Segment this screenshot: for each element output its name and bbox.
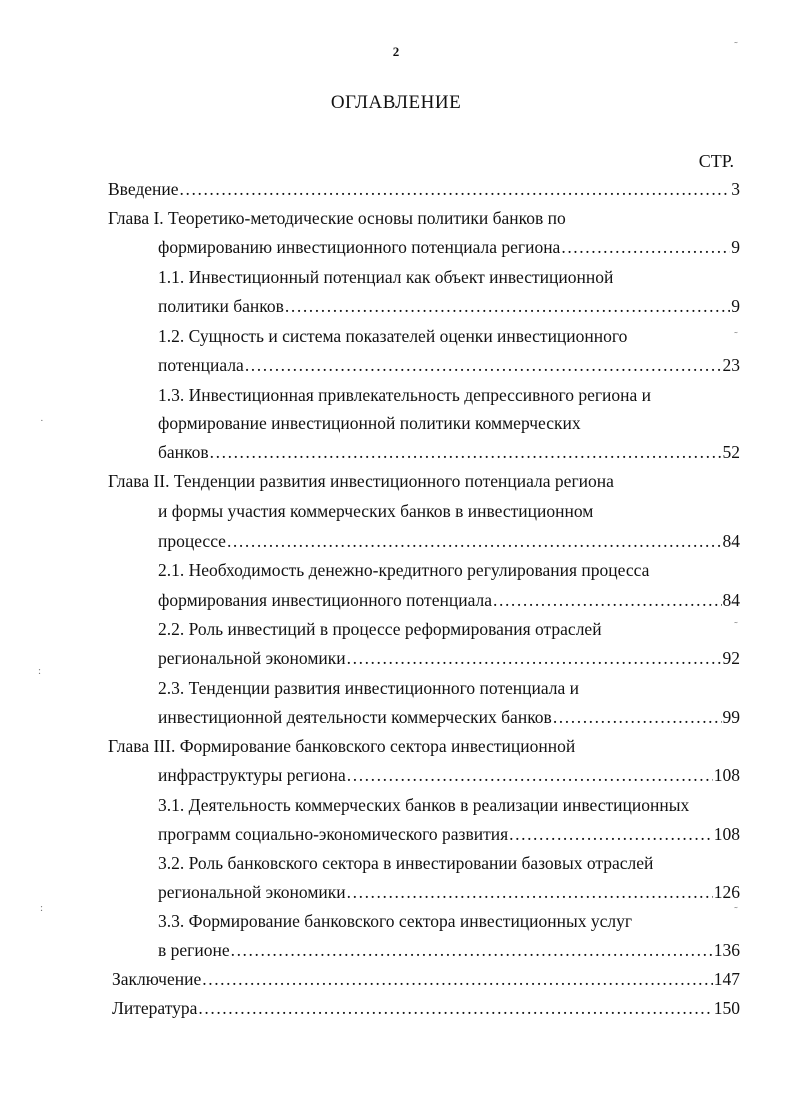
dot-leader [347,881,713,903]
toc-label: региональной экономики [158,882,346,902]
dot-leader [561,236,730,258]
scan-speck: : [38,665,42,677]
page-number: 2 [392,44,400,59]
toc-page: 126 [713,882,740,902]
toc-label: Заключение [112,969,202,989]
toc-section-2-1-title[interactable]: 2.1. Необходимость денежно-кредитного регулирования процесса [158,560,650,580]
toc-entry-intro[interactable] [108,178,740,200]
toc-page: 84 [722,531,740,551]
scan-speck: : [40,902,44,914]
toc-label: программ социально-экономического развития [158,824,509,844]
toc-entry-section-1-3[interactable] [158,441,740,463]
toc-label: инвестиционной деятельности коммерческих банков [158,707,552,727]
toc-page: 84 [722,590,740,610]
toc-entry-section-2-3[interactable] [158,706,740,728]
scan-speck: ˜ [734,620,738,632]
toc-entry-section-1-2[interactable] [158,354,740,376]
toc-chapter-2-title[interactable]: Глава II. Тенденции развития инвестиционного потенциала региона [108,471,614,491]
dot-leader [493,589,722,611]
toc-section-3-1-title[interactable]: 3.1. Деятельность коммерческих банков в реализации инвестиционных [158,795,690,815]
scan-speck: ˜ [734,40,738,52]
toc-entry-literature[interactable] [112,997,740,1019]
scan-speck: ˜ [734,905,738,917]
page-column-header: СТР. [698,151,734,171]
dot-leader [198,997,712,1019]
dot-leader [347,764,713,786]
toc-section-3-3-title[interactable]: 3.3. Формирование банковского сектора инвестиционных услуг [158,911,633,931]
toc-page: 23 [722,355,740,375]
toc-section-2-2-title[interactable]: 2.2. Роль инвестиций в процессе реформирования отраслей [158,619,602,639]
toc-page: 92 [722,648,740,668]
toc-page: 3 [731,179,740,199]
toc-page: 9 [731,237,740,257]
toc-label: в регионе [158,940,230,960]
dot-leader [285,295,730,317]
toc-page: 52 [722,442,740,462]
toc-label: формированию инвестиционного потенциала региона [158,237,561,257]
toc-label: потенциала [158,355,244,375]
toc-page: 136 [713,940,740,960]
dot-leader [231,939,713,961]
toc-page: 108 [713,824,740,844]
toc-section-2-3-title[interactable]: 2.3. Тенденции развития инвестиционного потенциала и [158,678,580,698]
toc-entry-chapter-2[interactable] [158,530,740,552]
toc-page: 147 [713,969,740,989]
toc-section-1-3-title[interactable]: 1.3. Инвестиционная привлекательность депрессивного региона и [158,385,652,405]
toc-entry-section-1-1[interactable] [158,295,740,317]
toc-page: 150 [713,998,740,1018]
toc-label: политики банков [158,296,284,316]
toc-label: банков [158,442,209,462]
toc-label: процессе [158,531,226,551]
toc-entry-section-3-2[interactable] [158,881,740,903]
page-title: ОГЛАВЛЕНИЕ [330,92,462,113]
dot-leader [202,968,713,990]
dot-leader [245,354,722,376]
toc-label: Литература [112,998,198,1018]
toc-entry-section-3-3[interactable] [158,939,740,961]
dot-leader [347,647,722,669]
dot-leader [180,178,731,200]
toc-chapter-1-title[interactable]: Глава I. Теоретико-методические основы политики банков по [108,208,566,228]
toc-label: формирования инвестиционного потенциала [158,590,492,610]
toc-entry-chapter-1[interactable] [158,236,740,258]
toc-chapter-2-title-cont[interactable]: и формы участия коммерческих банков в инвестиционном [158,501,594,521]
toc-section-1-3-title-cont[interactable]: формирование инвестиционной политики коммерческих [158,413,581,433]
toc-page: 9 [731,296,740,316]
toc-entry-section-2-2[interactable] [158,647,740,669]
toc-section-1-2-title[interactable]: 1.2. Сущность и система показателей оценки инвестиционного [158,326,628,346]
toc-entry-chapter-3[interactable] [158,764,740,786]
toc-entry-section-2-1[interactable] [158,589,740,611]
toc-label: инфраструктуры региона [158,765,346,785]
scan-speck: ˜ [734,330,738,342]
toc-chapter-3-title[interactable]: Глава III. Формирование банковского сектора инвестиционной [108,736,576,756]
toc-section-3-2-title[interactable]: 3.2. Роль банковского сектора в инвестировании базовых отраслей [158,853,654,873]
toc-entry-section-3-1[interactable] [158,823,740,845]
dot-leader [210,441,722,463]
toc-entry-conclusion[interactable] [112,968,740,990]
toc-page: 99 [722,707,740,727]
dot-leader [553,706,722,728]
scan-speck: · [40,415,44,427]
toc-label: региональной экономики [158,648,346,668]
toc-page: 108 [713,765,740,785]
toc-label: Введение [108,179,179,199]
toc-section-1-1-title[interactable]: 1.1. Инвестиционный потенциал как объект инвестиционной [158,267,614,287]
dot-leader [227,530,722,552]
dot-leader [509,823,713,845]
